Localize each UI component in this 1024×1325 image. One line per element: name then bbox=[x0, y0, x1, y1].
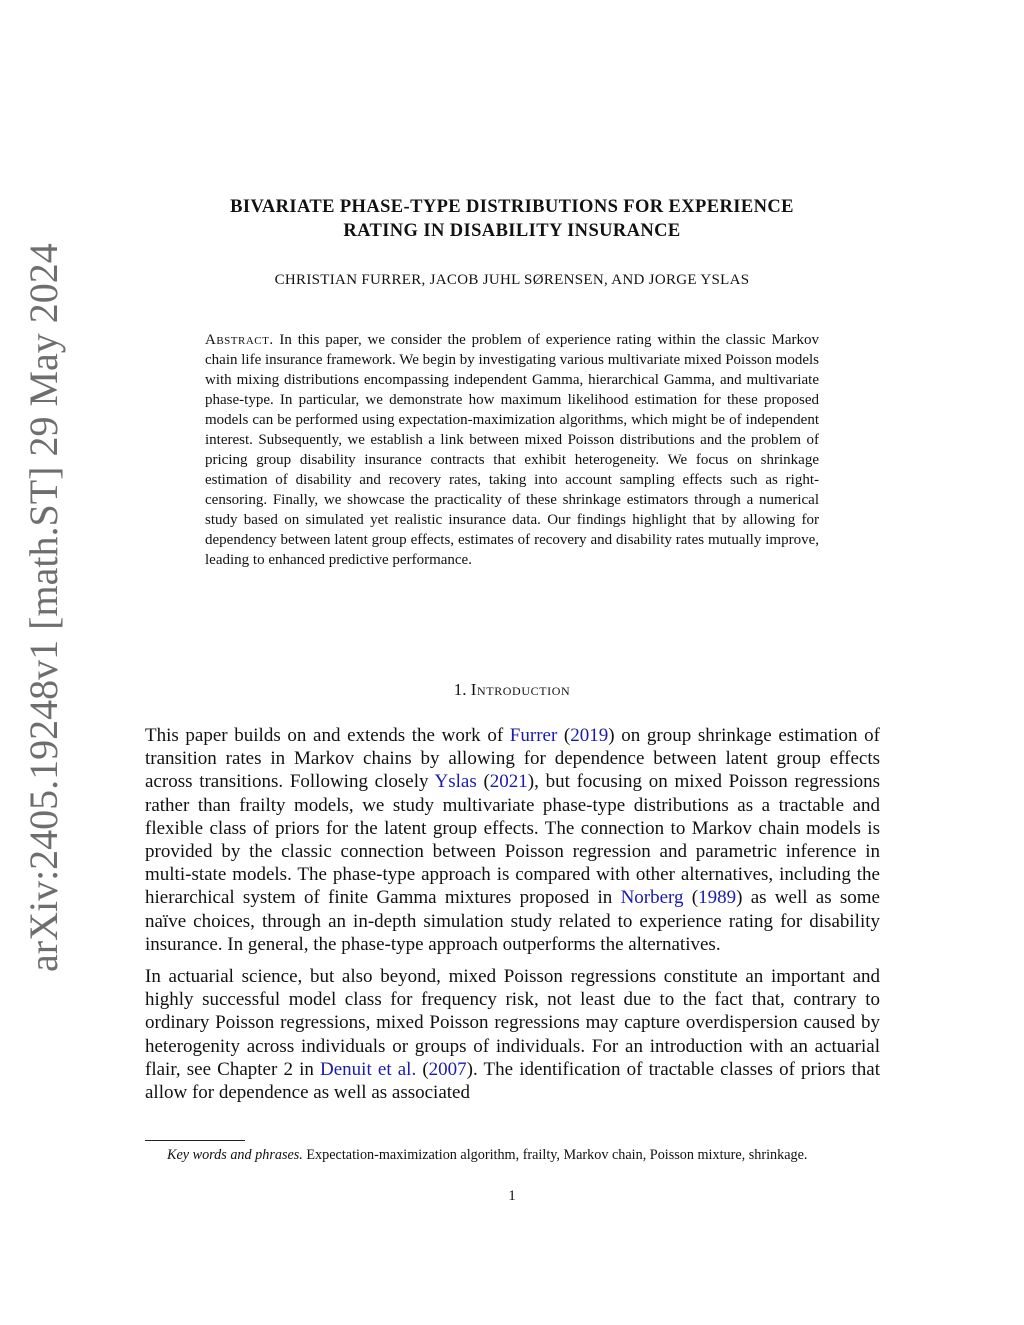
footnote-divider bbox=[145, 1140, 245, 1141]
citation-norberg-year[interactable]: 1989 bbox=[698, 887, 737, 909]
keywords-label: Key words and phrases. bbox=[167, 1147, 303, 1163]
section-number: 1. bbox=[453, 680, 467, 699]
abstract-label: Abstract. bbox=[205, 332, 274, 348]
abstract bbox=[205, 330, 819, 570]
section-title: Introduction bbox=[470, 680, 571, 699]
section-heading-introduction bbox=[140, 680, 884, 700]
paragraph-2: In actuarial science, but also beyond, mixed Poisson regressions constitute an important and highly successful model class for frequency risk, not least due to the fact that, contrary to ordinary Poisson regressions, mixed Poisson regressions may capture overdispersion caused by heterogenity across individuals or groups of individuals. For an introduction with an actuarial flair, see Chapter 2 in Denuit et al. (2007). The identification of tractable classes of priors that allow for dependence as well as associated bbox=[145, 966, 880, 1104]
citation-denuit-name[interactable]: Denuit et al. bbox=[320, 1058, 417, 1080]
abstract-text: In this paper, we consider the problem of experience rating within the classic Markov chain life insurance framework. We begin by investigating various multivariate mixed Poisson models with mixing distributions encompassing independent Gamma, hierarchical Gamma, and multivariate phase-type. In particular, we demonstrate how maximum likelihood estimation for these proposed models can be performed using expectation-maximization algorithms, which might be of independent interest. Subsequently, we establish a link between mixed Poisson distributions and the problem of pricing group disability insurance contracts that exhibit heterogeneity. We focus on shrinkage estimation of disability and recovery rates, taking into account sampling effects such as right-censoring. Finally, we showcase the practicality of these shrinkage estimators through a numerical study based on simulated yet realistic insurance data. Our findings highlight that by allowing for dependency between latent group effects, estimates of recovery and disability rates mutually improve, leading to enhanced predictive performance. bbox=[205, 332, 819, 568]
introduction-body bbox=[145, 724, 880, 1113]
paragraph-2-text: . The identification of tractable classes of priors that allow for dependence as well as associated bbox=[145, 1058, 880, 1104]
keywords-text: Expectation-maximization algorithm, frailty, Markov chain, Poisson mixture, shrinkage. bbox=[306, 1147, 808, 1163]
paper-title bbox=[140, 195, 884, 243]
citation-denuit-year[interactable]: 2007 bbox=[428, 1058, 467, 1080]
paragraph-1-text: , but focusing on mixed Poisson regressions rather than frailty models, we study multivariate phase-type distributions as a tractable and flexible class of priors for the latent group effects. The connection to Markov chain models is provided by the classic connection between Poisson regression and parametric inference in multi-state models. The phase-type approach is compared with other alternatives, including the hierarchical system of finite Gamma mixtures proposed in bbox=[145, 771, 880, 909]
paragraph-1-text: on group shrinkage estimation of transition rates in Markov chains by allowing for dependence between latent group effects across transitions. Following closely bbox=[145, 725, 880, 793]
citation-norberg-name[interactable]: Norberg bbox=[620, 887, 684, 909]
citation-furrer-year[interactable]: 2019 bbox=[570, 725, 609, 746]
citation-yslas-name[interactable]: Yslas bbox=[434, 771, 477, 793]
arxiv-identifier-stamp: arXiv:2405.19248v1 [math.ST] 29 May 2024 bbox=[21, 243, 66, 972]
paragraph-1: This paper builds on and extends the work of Furrer (2019) on group shrinkage estimation of transition rates in Markov chains by allowing for dependence between latent group effects across transitions. Following closely Yslas (2021), but focusing on mixed Poisson regressions rather than frailty models, we study multivariate phase-type distributions as a tractable and flexible class of priors for the latent group effects. The connection to Markov chain models is provided by the classic connection between Poisson regression and parametric inference in multi-state models. The phase-type approach is compared with other alternatives, including the hierarchical system of finite Gamma mixtures proposed in Norberg (1989) as well as some naïve choices, through an in-depth simulation study related to experience rating for disability insurance. In general, the phase-type approach outperforms the alternatives. bbox=[145, 725, 880, 955]
keywords-footnote bbox=[145, 1146, 880, 1165]
paragraph-2-text: In actuarial science, but also beyond, mixed Poisson regressions constitute an important and highly successful model class for frequency risk, not least due to the fact that, contrary to ordinary Poisson regressions, mixed Poisson regressions may capture overdispersion caused by heterogenity across individuals or groups of individuals. For an introduction with an actuarial flair, see Chapter 2 in bbox=[145, 966, 880, 1080]
author-list: CHRISTIAN FURRER, JACOB JUHL SØRENSEN, AND JORGE YSLAS bbox=[274, 272, 750, 288]
paragraph-1-text: This paper builds on and extends the work of bbox=[145, 725, 510, 746]
page-number: 1 bbox=[508, 1188, 516, 1204]
citation-yslas-year[interactable]: 2021 bbox=[489, 771, 528, 793]
paragraph-1-text: as well as some naïve choices, through an in-depth simulation study related to experience rating for disability insurance. In general, the phase-type approach outperforms the alternatives. bbox=[145, 887, 880, 955]
paper-title-line-1: BIVARIATE PHASE-TYPE DISTRIBUTIONS FOR EXPERIENCE bbox=[230, 197, 794, 217]
paper-title-line-2: RATING IN DISABILITY INSURANCE bbox=[343, 221, 681, 241]
citation-furrer-name[interactable]: Furrer bbox=[509, 725, 558, 746]
